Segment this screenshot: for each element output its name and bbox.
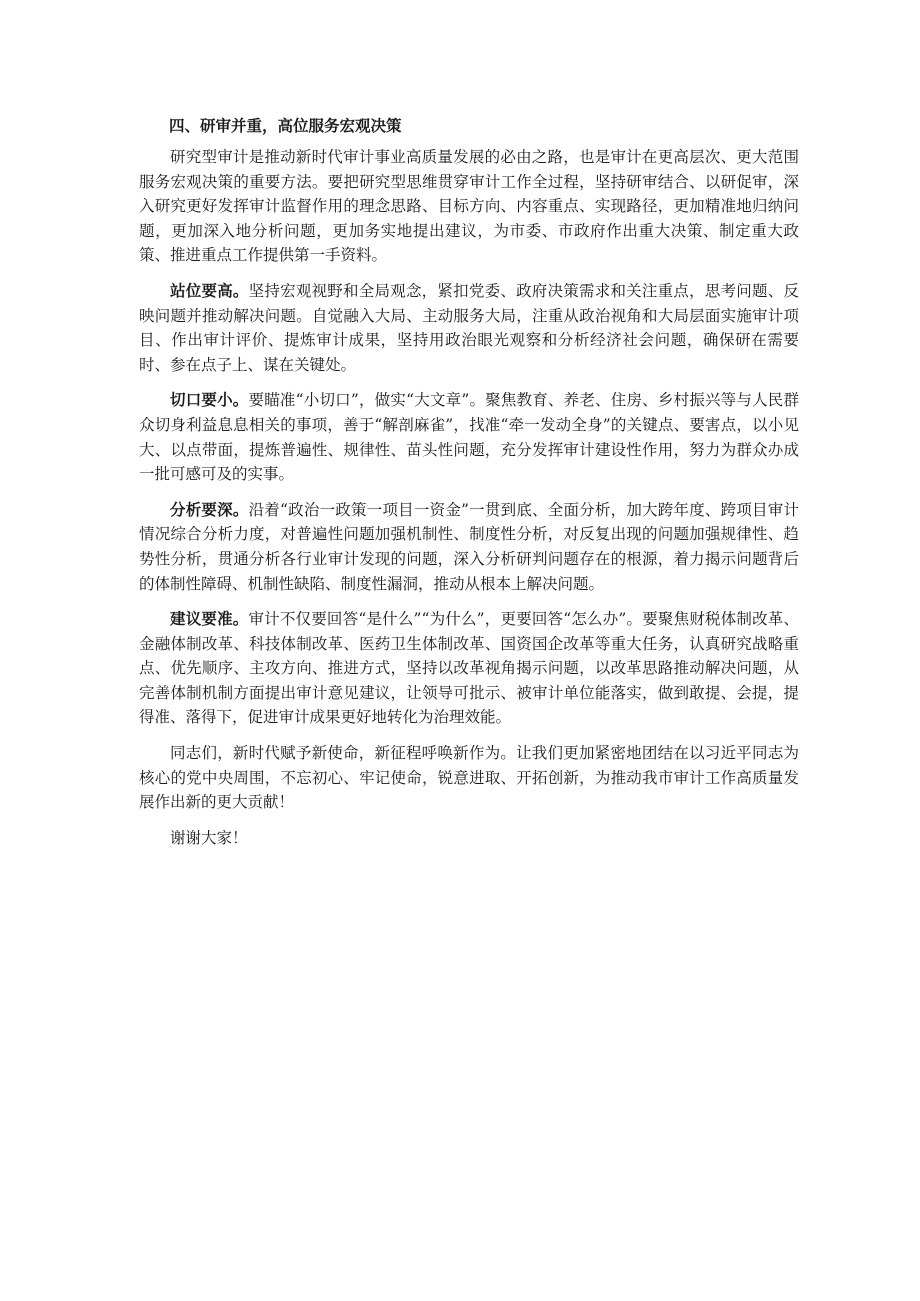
paragraph-lead: 建议要准。 [170, 610, 249, 629]
paragraph-position [139, 279, 799, 377]
paragraph-body: 沿着“政治一政策一项目一资金”一贯到底、全面分析，加大跨年度、跨项目审计情况综合分析力度，对普遍性问题加强机制性、制度性分析，对反复出现的问题加强规律性、趋势性分析，贯通分析各行业审计发现的问题，深入分析研判问题存在的根源，着力揭示问题背后的体制性障碍、机制性缺陷、制度性漏洞，推动从根本上解决问题。 [139, 500, 799, 593]
paragraph-lead: 分析要深。 [170, 500, 249, 519]
paragraph-focus [139, 388, 799, 486]
conclusion-paragraph: 同志们，新时代赋予新使命，新征程呼唤新作为。让我们更加紧密地团结在以习近平同志为核心的党中央周围，不忘初心、牢记使命，锐意进取、开拓创新，为推动我市审计工作高质量发展作出新的更大贡献！ [139, 744, 799, 812]
closing-remark: 谢谢大家！ [170, 828, 248, 847]
paragraph-body: 审计不仅要回答“是什么”“为什么”，更要回答“怎么办”。要聚焦财税体制改革、金融体制改革、科技体制改革、医药卫生体制改革、国资国企改革等重大任务，认真研究战略重点、优先顺序、主攻方向、推进方式，坚持以改革视角揭示问题，以改革思路推动解决问题，从完善体制机制方面提出审计意见建议，让领导可批示、被审计单位能落实，做到敢提、会提，提得准、落得下，促进审计成果更好地转化为治理效能。 [139, 610, 799, 727]
section-heading: 四、研审并重，高位服务宏观决策 [169, 117, 402, 135]
paragraph-lead: 切口要小。 [170, 391, 249, 410]
paragraph-body: 要瞄准“小切口”，做实“大文章”。聚焦教育、养老、住房、乡村振兴等与人民群众切身利益息息相关的事项，善于“解剖麻雀”，找准“牵一发动全身”的关键点、要害点，以小见大、以点带面，提炼普遍性、规律性、苗头性问题，充分发挥审计建设性作用，努力为群众办成一批可感可及的实事。 [139, 391, 799, 484]
paragraph-body: 坚持宏观视野和全局观念，紧扣党委、政府决策需求和关注重点，思考问题、反映问题并推动解决问题。自觉融入大局、主动服务大局，注重从政治视角和大局层面实施审计项目、作出审计评价、提炼审计成果，坚持用政治眼光观察和分析经济社会问题，确保研在需要时、参在点子上、谋在关键处。 [139, 281, 799, 374]
document-page [139, 113, 799, 850]
intro-paragraph: 研究型审计是推动新时代审计事业高质量发展的必由之路，也是审计在更高层次、更大范围服务宏观决策的重要方法。要把研究型思维贯穿审计工作全过程，坚持研审结合、以研促审，深入研究更好发挥审计监督作用的理念思路、目标方向、内容重点、实现路径，更加精准地归纳问题，更加深入地分析问题，更加务实地提出建议，为市委、市政府作出重大决策、制定重大政策、推进重点工作提供第一手资料。 [139, 148, 799, 265]
paragraph-lead: 站位要高。 [170, 281, 249, 300]
paragraph-suggestion [139, 607, 799, 730]
paragraph-analysis [139, 498, 799, 596]
